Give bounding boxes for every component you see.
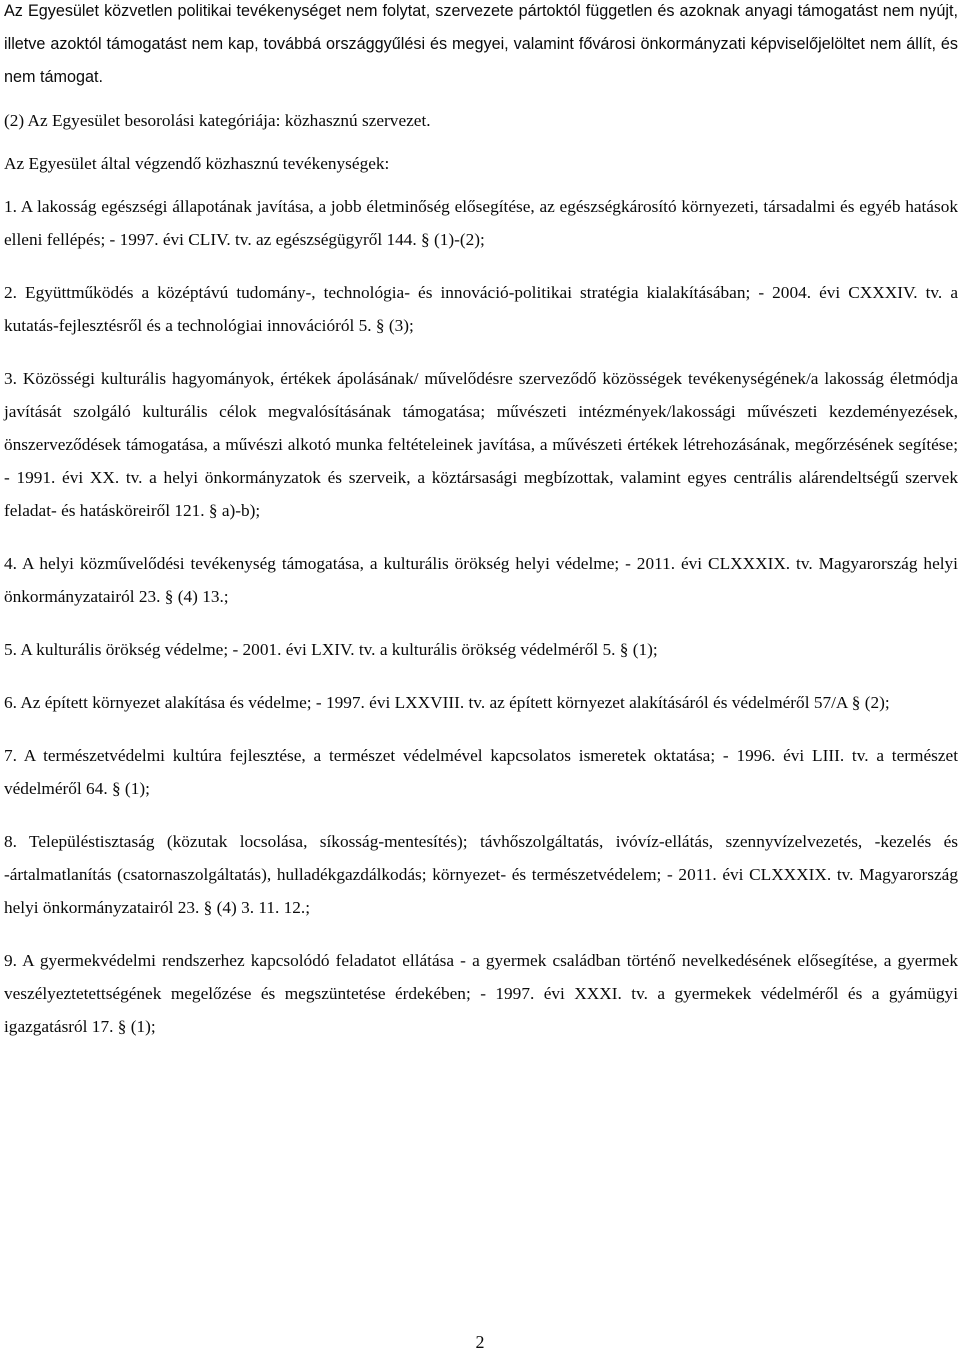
list-item: 7. A természetvédelmi kultúra fejlesztése, a természet védelmével kapcsolatos ismeretek oktatása; - 1996. évi LIII. tv. a természet védelméről 64. § (1);	[4, 746, 958, 798]
list-item: 6. Az épített környezet alakítása és védelme; - 1997. évi LXXVIII. tv. az épített környezet alakításáról és védelméről 57/A § (2);	[4, 693, 890, 712]
list-item: 8. Településtisztaság (közutak locsolása, síkosság-mentesítés); távhőszolgáltatás, ivóvíz-ellátás, szennyvízelvezetés, -kezelés és -ártalmatlanítás (csatornaszolgáltatás), hulladékgazdálkodás; környezet- és természetvédelem; - 2011. évi CLXXXIX. tv. Magyarország helyi önkormányzatairól 23. § (4) 3. 11. 12.;	[4, 832, 958, 917]
page-number: 2	[475, 1332, 485, 1352]
intro-paragraph: Az Egyesület közvetlen politikai tevékenységet nem folytat, szervezete pártoktól független és azoknak anyagi támogatást nem nyújt, illetve azoktól támogatást nem kap, továbbá országgyűlési és megyei, valamint fővárosi önkormányzati képviselőjelöltet nem állít, és nem támogat.	[4, 2, 958, 86]
list-item: 9. A gyermekvédelmi rendszerhez kapcsolódó feladatot ellátása - a gyermek családban történő nevelkedésének elősegítése, a gyermek veszélyeztetettségének megelőzése és megszüntetése érdekében; - 1997. évi XXXI. tv. a gyermekek védelméről és a gyámügyi igazgatásról 17. § (1);	[4, 951, 958, 1036]
activities-heading: Az Egyesület által végzendő közhasznú tevékenységek:	[4, 154, 390, 173]
document-page	[4, 0, 958, 1043]
list-item: 3. Közösségi kulturális hagyományok, értékek ápolásának/ művelődésre szerveződő közösségek tevékenységének/a lakosság életmódja javítását szolgáló kulturális célok megvalósításának támogatása; művészeti intézmények/lakossági művészeti kezdeményezések, önszerveződések támogatása, a művészi alkotó munka feltételeinek javítása, a művészeti értékek létrehozásának, megőrzésének segítése; - 1991. évi XX. tv. a helyi önkormányzatok és szerveik, a köztársasági megbízottak, valamint egyes centrális alárendeltségű szervek feladat- és hatásköreiről 121. § a)-b);	[4, 369, 958, 520]
list-item: 2. Együttműködés a középtávú tudomány-, technológia- és innováció-politikai stratégia kialakításában; - 2004. évi CXXXIV. tv. a kutatás-fejlesztésről és a technológiai innovációról 5. § (3);	[4, 283, 958, 335]
list-item: 1. A lakosság egészségi állapotának javítása, a jobb életminőség elősegítése, az egészségkárosító környezeti, társadalmi és egyéb hatások elleni fellépés; - 1997. évi CLIV. tv. az egészségügyről 144. § (1)-(2);	[4, 197, 958, 249]
list-item: 4. A helyi közművelődési tevékenység támogatása, a kulturális örökség helyi védelme; - 2011. évi CLXXXIX. tv. Magyarország helyi önkormányzatairól 23. § (4) 13.;	[4, 554, 958, 606]
list-item: 5. A kulturális örökség védelme; - 2001. évi LXIV. tv. a kulturális örökség védelméről 5. § (1);	[4, 640, 658, 659]
classification-line: (2) Az Egyesület besorolási kategóriája: közhasznú szervezet.	[4, 111, 431, 130]
